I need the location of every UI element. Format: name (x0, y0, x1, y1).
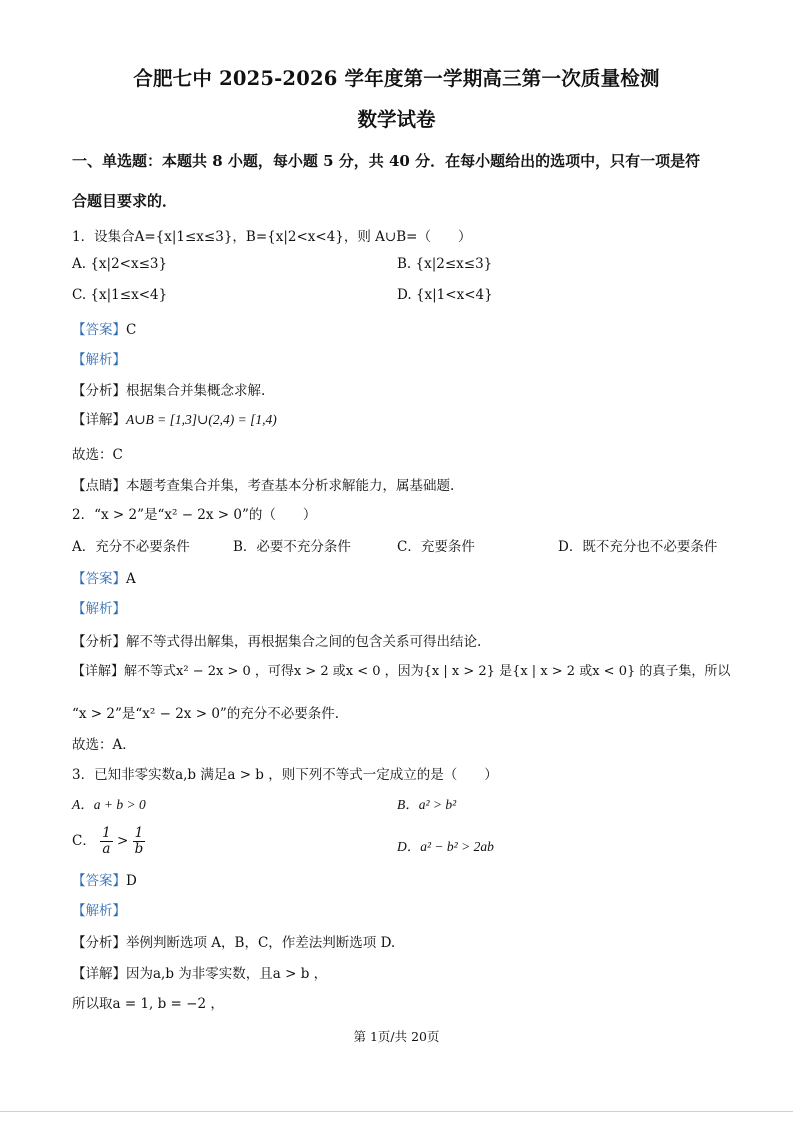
q3-option-c (72, 826, 145, 857)
q1-fenxi-row (72, 379, 265, 399)
q1-answer-row (72, 318, 136, 338)
q2-analysis-row (72, 597, 126, 617)
q3-stem: 3．已知非零实数a,b 满足a > b ，则下列不等式一定成立的是（ ） (72, 767, 498, 783)
q2-xiangjie-line2: “x > 2”是“x² − 2x > 0”的充分不必要条件. (72, 706, 340, 722)
section-heading-line2: 合题目要求的． (72, 192, 178, 210)
q3-fenxi-row (72, 931, 395, 951)
xiangjie-tag: 【详解】 (72, 966, 126, 982)
q2-option-a: A．充分不必要条件 (72, 539, 190, 555)
q1-xiangjie-formula: A∪B = [1,3]∪(2,4) = [1,4) (126, 412, 277, 427)
q3-option-a: A．a + b > 0 (72, 797, 146, 812)
fraction-1-over-a: $\frac{1}{a}$ (102, 825, 111, 857)
q1-option-b: B. {x|2≤x≤3} (397, 256, 493, 272)
fenxi-tag: 【分析】 (72, 935, 126, 951)
page-number-footer: 第 1页/共 20页 (353, 1029, 440, 1044)
q1-fenxi: 根据集合并集概念求解. (126, 383, 266, 399)
answer-tag: 【答案】 (72, 873, 126, 889)
q2-xiangjie-line1: 解不等式x² − 2x > 0 ，可得x > 2 或x < 0 ，因为{x | x > 2} 是{x | x > 2 或x < 0} 的真子集，所以 (124, 664, 731, 679)
fenxi-tag: 【分析】 (72, 383, 126, 399)
analysis-tag: 【解析】 (72, 903, 126, 919)
fenxi-tag: 【分析】 (72, 634, 126, 650)
greater-than-sign: > (117, 833, 129, 849)
analysis-tag: 【解析】 (72, 601, 126, 617)
q2-option-b: B．必要不充分条件 (233, 539, 351, 555)
q3-answer: D (126, 873, 137, 889)
q1-stem: 1．设集合A={x|1≤x≤3}，B={x|2<x<4}，则 A∪B=（ ） (72, 229, 472, 245)
section-heading-line1: 一、单选题：本题共 8 小题，每小题 5 分，共 40 分．在每小题给出的选项中，只有一项是符 (72, 152, 701, 170)
xiangjie-tag: 【详解】 (72, 664, 125, 679)
q2-choose: 故选：A． (72, 737, 136, 753)
bottom-divider (0, 1111, 793, 1112)
q1-dianjing: 本题考查集合并集，考查基本分析求解能力，属基础题. (126, 478, 455, 494)
analysis-tag: 【解析】 (72, 352, 126, 368)
q1-dianjing-row (72, 474, 454, 494)
q3-take-values: 所以取a = 1, b = −2 ， (72, 996, 224, 1012)
q3-xiangjie-row (72, 962, 327, 982)
page-subtitle: 数学试卷 (357, 108, 436, 131)
q1-choose: 故选：C (72, 447, 123, 463)
q3-option-b: B．a² > b² (397, 797, 457, 812)
q1-option-c: C. {x|1≤x<4} (72, 287, 168, 303)
q2-option-c: C．充要条件 (397, 539, 475, 555)
xiangjie-tag: 【详解】 (72, 412, 126, 428)
q3-option-c-prefix: C． (72, 833, 96, 849)
q1-analysis-row (72, 348, 126, 368)
q2-fenxi: 解不等式得出解集，再根据集合之间的包含关系可得出结论. (126, 634, 482, 650)
dianjing-tag: 【点睛】 (72, 478, 126, 494)
answer-tag: 【答案】 (72, 571, 126, 587)
q3-option-d: D．a² − b² > 2ab (397, 839, 494, 854)
q3-xiangjie: 因为a,b 为非零实数，且a > b ， (126, 966, 328, 982)
q1-option-a: A. {x|2<x≤3} (72, 256, 168, 272)
q2-option-d: D．既不充分也不必要条件 (558, 539, 718, 555)
q2-fenxi-row (72, 630, 481, 650)
q2-xiangjie-row (72, 660, 730, 679)
fraction-1-over-b: $\frac{1}{b}$ (134, 825, 144, 857)
page-title: 合肥七中 2025-2026 学年度第一学期高三第一次质量检测 (133, 67, 660, 90)
q3-analysis-row (72, 899, 126, 919)
q1-option-d: D. {x|1<x<4} (397, 287, 493, 303)
q2-stem: 2．“x > 2”是“x² − 2x > 0”的（ ） (72, 507, 317, 523)
q2-answer: A (126, 571, 136, 587)
answer-tag: 【答案】 (72, 322, 126, 338)
q1-xiangjie-row (72, 408, 277, 428)
q1-answer: C (126, 322, 137, 338)
q3-fenxi: 举例判断选项 A，B，C，作差法判断选项 D. (126, 935, 396, 951)
q2-answer-row (72, 567, 136, 587)
q3-answer-row (72, 869, 137, 889)
